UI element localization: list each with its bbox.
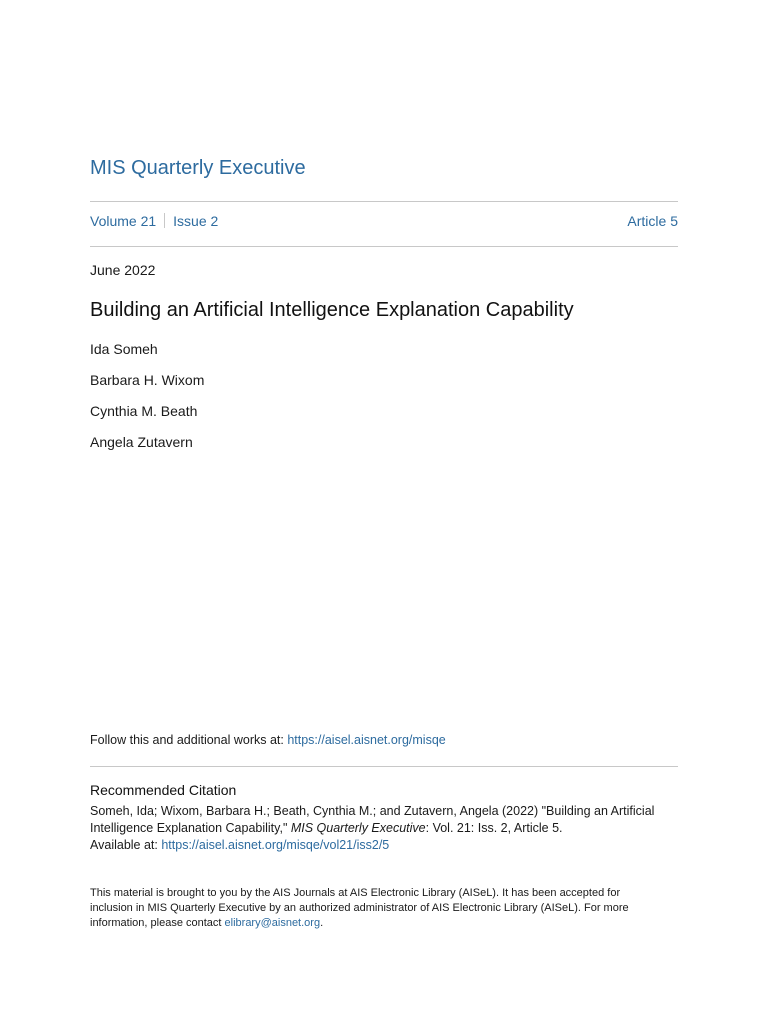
- publication-date: June 2022: [90, 262, 156, 278]
- citation-block: [90, 803, 678, 854]
- author-name: Barbara H. Wixom: [90, 372, 205, 388]
- recommended-citation-heading: Recommended Citation: [90, 782, 237, 798]
- follow-link[interactable]: https://aisel.aisnet.org/misqe: [287, 733, 446, 747]
- footer-suffix: .: [320, 917, 324, 929]
- author-name: Angela Zutavern: [90, 434, 193, 450]
- citation-volume: : Vol. 21: Iss. 2, Article 5.: [425, 821, 563, 835]
- citation-divider: [90, 766, 678, 767]
- follow-line: [90, 733, 446, 747]
- article-link[interactable]: Article 5: [627, 213, 678, 229]
- author-name: Cynthia M. Beath: [90, 403, 198, 419]
- issue-divider: [90, 246, 678, 247]
- footer-text: This material is brought to you by the AIS Journals at AIS Electronic Library (AISeL). It has been accepted for inclusion in MIS Quarterly Executive by an authorized administrator of AIS Electronic Library (AISeL). For more information, please contact: [90, 887, 629, 929]
- contact-email-link[interactable]: elibrary@aisnet.org: [224, 917, 321, 929]
- issue-link[interactable]: Issue 2: [173, 213, 219, 229]
- issue-bar: [90, 213, 678, 233]
- article-title: Building an Artificial Intelligence Explanation Capability: [90, 299, 574, 321]
- journal-title-link[interactable]: MIS Quarterly Executive: [90, 157, 306, 179]
- volume-link[interactable]: Volume 21: [90, 213, 157, 229]
- footer-notice: [90, 886, 650, 931]
- available-at-label: Available at:: [90, 838, 162, 852]
- follow-text: Follow this and additional works at:: [90, 733, 288, 747]
- issue-separator: [164, 213, 165, 228]
- citation-journal: MIS Quarterly Executive: [290, 821, 426, 835]
- citation-url-link[interactable]: https://aisel.aisnet.org/misqe/vol21/iss2/5: [161, 838, 390, 852]
- author-name: Ida Someh: [90, 341, 158, 357]
- citation-text: Someh, Ida; Wixom, Barbara H.; Beath, Cynthia M.; and Zutavern, Angela (2022) "Building an Artificial Intelligence Explanation Capability,": [90, 804, 655, 835]
- top-divider: [90, 201, 678, 202]
